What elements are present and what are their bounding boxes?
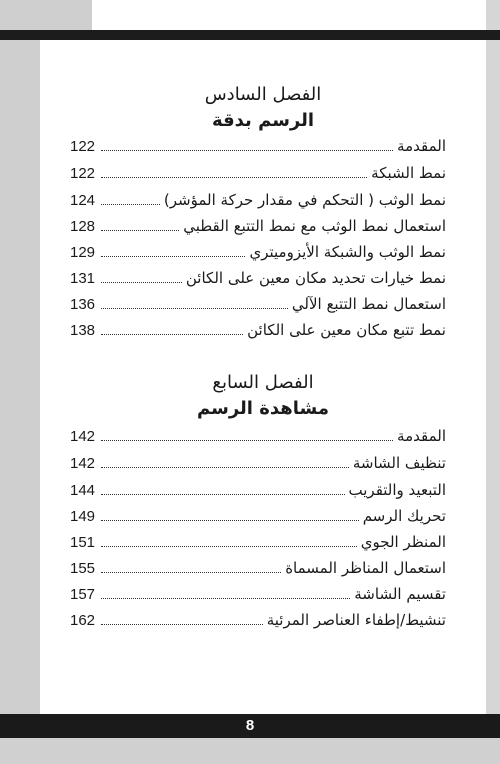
chapter-6-section-title: الرسم بدقة bbox=[211, 110, 315, 131]
toc-entry-label: تنظيف الشاشة bbox=[352, 454, 446, 472]
toc-entry-label: تقسيم الشاشة bbox=[354, 585, 446, 603]
toc-entry-label: تحريك الرسم bbox=[362, 507, 446, 525]
toc-row[interactable] bbox=[70, 451, 446, 475]
toc-row[interactable] bbox=[70, 188, 446, 212]
toc-entry-label: نمط الشبكة bbox=[371, 164, 446, 182]
toc-entry-page: 138 bbox=[70, 321, 96, 339]
toc-row[interactable] bbox=[70, 582, 446, 606]
toc-leader-dots bbox=[101, 494, 344, 495]
toc-leader-dots bbox=[101, 308, 288, 309]
toc-row[interactable] bbox=[70, 240, 446, 264]
toc-entry-page: 122 bbox=[70, 164, 96, 182]
toc-leader-dots bbox=[101, 572, 281, 573]
toc-leader-dots bbox=[101, 520, 359, 521]
toc-leader-dots bbox=[101, 334, 243, 335]
toc-row[interactable] bbox=[70, 504, 446, 528]
toc-row[interactable] bbox=[70, 424, 446, 448]
toc-leader-dots bbox=[101, 624, 263, 625]
toc-leader-dots bbox=[101, 467, 349, 468]
toc-row[interactable] bbox=[70, 318, 446, 342]
toc-entry-label: المقدمة bbox=[397, 137, 446, 155]
toc-entry-label: نمط الوثب والشبكة الأيزوميتري bbox=[249, 243, 446, 261]
toc-entry-label: استعمال نمط التتبع الآلي bbox=[291, 295, 446, 313]
toc-entry-label: استعمال نمط الوثب مع نمط التتبع القطبي bbox=[183, 217, 446, 235]
toc-row[interactable] bbox=[70, 161, 446, 185]
toc-entry-label: تنشيط/إطفاء العناصر المرئية bbox=[266, 611, 446, 629]
toc-row[interactable] bbox=[70, 266, 446, 290]
toc-row[interactable] bbox=[70, 134, 446, 158]
toc-entry-page: 136 bbox=[70, 295, 96, 313]
toc-entry-page: 149 bbox=[70, 507, 96, 525]
toc-row[interactable] bbox=[70, 556, 446, 580]
toc-row[interactable] bbox=[70, 608, 446, 632]
toc-entry-label: نمط تتبع مكان معين على الكائن bbox=[247, 321, 446, 339]
page-number: 8 bbox=[245, 717, 255, 734]
toc-entry-page: 155 bbox=[70, 559, 96, 577]
footer-bar bbox=[0, 714, 500, 738]
toc-leader-dots bbox=[101, 546, 357, 547]
toc-entry-page: 128 bbox=[70, 217, 96, 235]
toc-entry-label: التبعيد والتقريب bbox=[348, 481, 446, 499]
toc-entry-page: 157 bbox=[70, 585, 96, 603]
bottom-margin bbox=[0, 738, 500, 764]
toc-leader-dots bbox=[101, 177, 367, 178]
toc-leader-dots bbox=[101, 256, 245, 257]
chapter-7-title: الفصل السابع bbox=[212, 372, 314, 393]
toc-entry-page: 131 bbox=[70, 269, 96, 287]
toc-entry-label: المقدمة bbox=[397, 427, 446, 445]
chapter-7-section-title: مشاهدة الرسم bbox=[197, 398, 329, 419]
toc-entry-label: المنظر الجوي bbox=[360, 533, 446, 551]
toc-leader-dots bbox=[101, 282, 182, 283]
toc-row[interactable] bbox=[70, 292, 446, 316]
toc-entry-page: 122 bbox=[70, 137, 96, 155]
header-bar bbox=[0, 30, 500, 40]
toc-entry-label: نمط الوثب ( التحكم في مقدار حركة المؤشر) bbox=[163, 191, 446, 209]
toc-entry-page: 144 bbox=[70, 481, 96, 499]
chapter-6-title: الفصل السادس bbox=[204, 84, 322, 105]
toc-entry-label: استعمال المناظر المسماة bbox=[285, 559, 446, 577]
toc-row[interactable] bbox=[70, 214, 446, 238]
toc-leader-dots bbox=[101, 440, 393, 441]
toc-leader-dots bbox=[101, 150, 393, 151]
toc-entry-page: 151 bbox=[70, 533, 96, 551]
toc-entry-page: 142 bbox=[70, 427, 96, 445]
toc-entry-page: 162 bbox=[70, 611, 96, 629]
toc-entry-page: 129 bbox=[70, 243, 96, 261]
toc-entry-page: 142 bbox=[70, 454, 96, 472]
toc-leader-dots bbox=[101, 230, 179, 231]
toc-entry-page: 124 bbox=[70, 191, 96, 209]
toc-row[interactable] bbox=[70, 478, 446, 502]
toc-row[interactable] bbox=[70, 530, 446, 554]
toc-entry-label: نمط خيارات تحديد مكان معين على الكائن bbox=[185, 269, 446, 287]
toc-leader-dots bbox=[101, 598, 350, 599]
page-margin-right bbox=[486, 0, 500, 764]
toc-leader-dots bbox=[101, 204, 160, 205]
